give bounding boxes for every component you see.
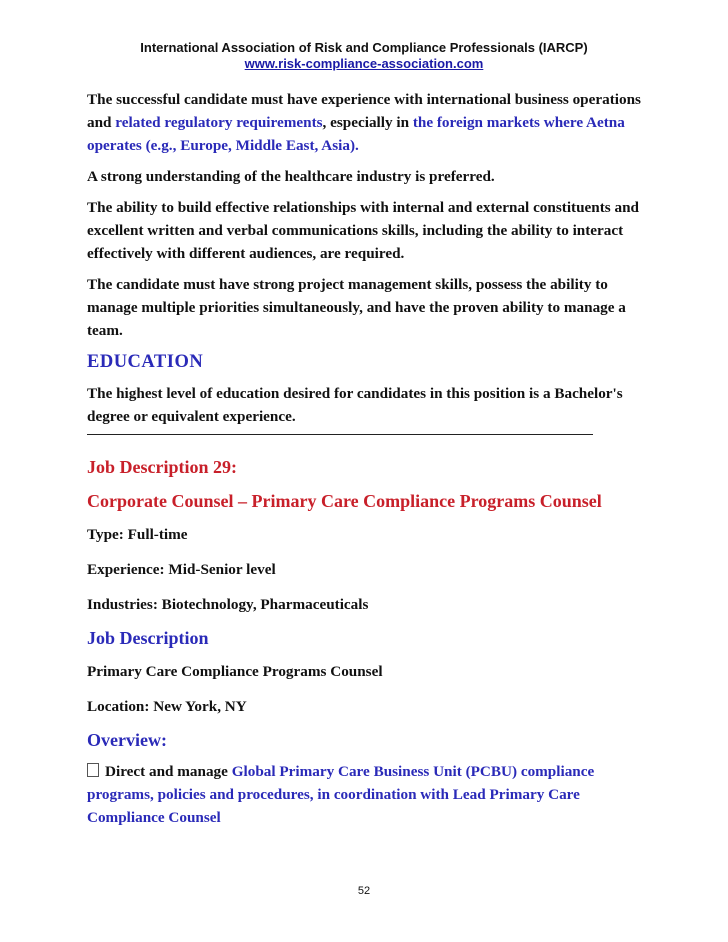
bullet-box-icon xyxy=(87,763,99,777)
pcbu-programs-link[interactable]: Global Primary Care Business Unit (PCBU) compliance programs, policies and procedures, in coordination with Lead Primary Care Compliance Counsel xyxy=(87,763,595,826)
header-url-link[interactable]: www.risk-compliance-association.com xyxy=(244,56,484,71)
overview-bullet xyxy=(87,760,643,829)
paragraph-healthcare: A strong understanding of the healthcare industry is preferred. xyxy=(87,168,495,185)
education-heading: EDUCATION xyxy=(87,352,204,372)
job-location: Location: New York, NY xyxy=(87,698,247,715)
regulatory-requirements-link[interactable]: related regulatory requirements xyxy=(115,114,323,131)
paragraph-text: , especially in xyxy=(322,114,413,131)
paragraph-text: The successful candidate must have experience with international business operations and xyxy=(87,91,641,131)
bullet-text: Direct and manage xyxy=(105,763,232,780)
job-description-subheading: Job Description xyxy=(87,628,209,648)
job-title: Corporate Counsel – Primary Care Compliance Programs Counsel xyxy=(87,491,602,511)
page-number: 52 xyxy=(357,885,371,897)
header-organization: International Association of Risk and Compliance Professionals (IARCP) xyxy=(140,40,588,55)
main-content xyxy=(87,88,643,829)
job-experience: Experience: Mid-Senior level xyxy=(87,561,276,578)
education-text: The highest level of education desired for candidates in this position is a Bachelor's degree or equivalent experience. xyxy=(87,385,623,425)
paragraph-project-management: The candidate must have strong project management skills, possess the ability to manage multiple priorities simultaneously, and have the proven ability to manage a team. xyxy=(87,276,626,339)
foreign-markets-link[interactable]: the foreign markets where Aetna operates (e.g., Europe, Middle East, Asia). xyxy=(87,114,625,154)
page-header xyxy=(0,40,728,72)
overview-heading: Overview: xyxy=(87,730,167,750)
job-industries: Industries: Biotechnology, Pharmaceuticals xyxy=(87,596,369,613)
section-divider xyxy=(87,434,593,435)
job-type: Type: Full-time xyxy=(87,526,188,543)
job-description-heading: Job Description 29: xyxy=(87,457,237,477)
paragraph-relationships: The ability to build effective relationships with internal and external constituents and excellent written and verbal communications skills, including the ability to interact effectively with different audiences, are required. xyxy=(87,199,639,262)
paragraph-experience xyxy=(87,88,643,157)
job-position: Primary Care Compliance Programs Counsel xyxy=(87,663,383,680)
